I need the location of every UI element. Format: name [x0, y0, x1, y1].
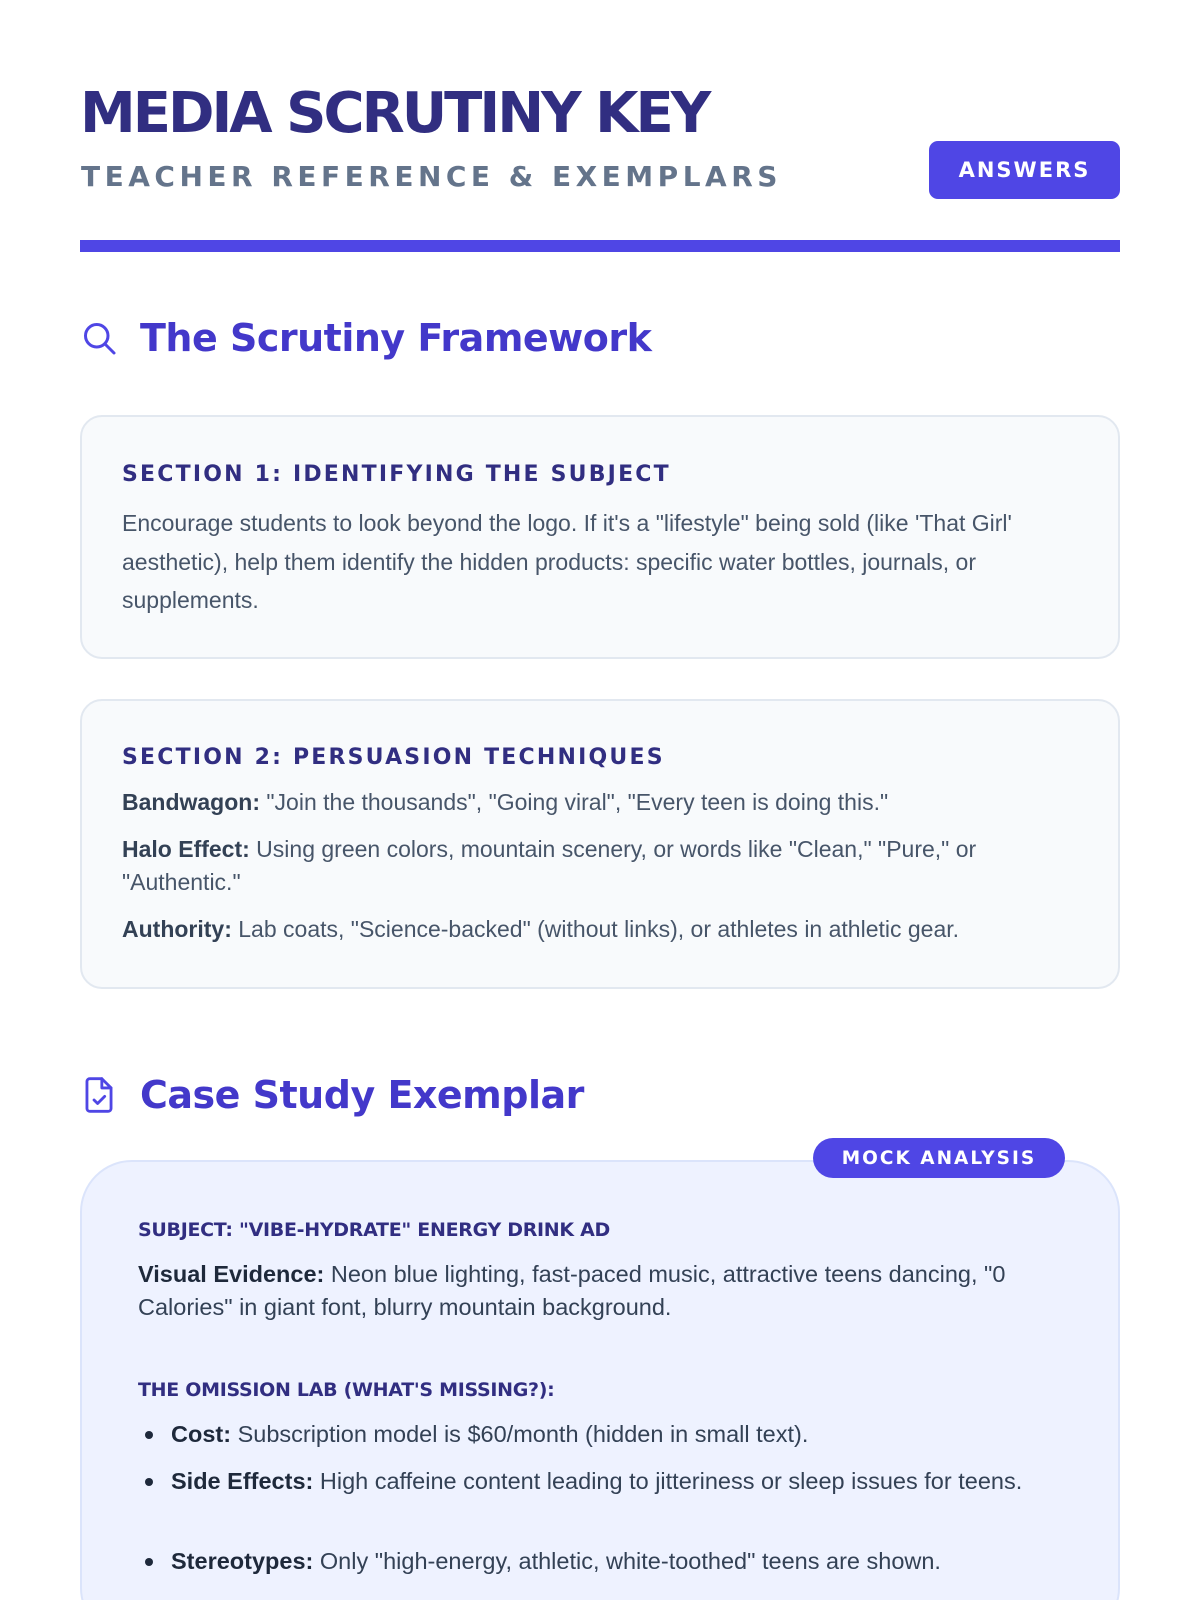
case-subject: SUBJECT: "VIBE-HYDRATE" ENERGY DRINK AD — [138, 1219, 611, 1241]
omission-item-side-effects — [171, 1465, 1041, 1498]
omission-item-cost — [171, 1418, 1041, 1451]
section2-title: SECTION 2: PERSUASION TECHNIQUES — [122, 745, 665, 770]
visual-evidence-text: Neon blue lighting, fast-paced music, attractive teens dancing, "0 Calories" in giant font, blurry mountain background. — [138, 1261, 1006, 1320]
visual-evidence — [138, 1258, 1078, 1324]
technique-text: "Join the thousands", "Going viral", "Every teen is doing this." — [260, 789, 889, 815]
framework-heading — [80, 313, 651, 363]
section1-text: Encourage students to look beyond the logo. If it's a "lifestyle" being sold (like 'That Girl' aesthetic), help them identify the hidden products: specific water bottles, journals, or supplements. — [122, 510, 1012, 613]
mock-analysis-badge: MOCK ANALYSIS — [813, 1138, 1065, 1178]
omission-item-stereotypes — [171, 1545, 1041, 1578]
technique-term: Authority: — [122, 916, 232, 942]
technique-authority — [122, 913, 1072, 946]
bullet-dot — [145, 1558, 153, 1566]
page-subtitle: TEACHER REFERENCE & EXEMPLARS — [81, 160, 782, 193]
case-study-heading-label: Case Study Exemplar — [140, 1073, 584, 1117]
omission-text: High caffeine content leading to jitteriness or sleep issues for teens. — [313, 1468, 1023, 1494]
technique-term: Bandwagon: — [122, 789, 260, 815]
answers-badge: ANSWERS — [929, 141, 1120, 199]
file-check-icon — [80, 1076, 118, 1114]
technique-text: Lab coats, "Science-backed" (without links), or athletes in athletic gear. — [231, 916, 960, 942]
omission-text: Only "high-energy, athletic, white-toothed" teens are shown. — [313, 1548, 941, 1574]
page-title: MEDIA SCRUTINY KEY — [80, 81, 709, 146]
section1-card — [80, 415, 1120, 659]
technique-bandwagon — [122, 786, 1072, 819]
visual-evidence-term: Visual Evidence: — [138, 1261, 325, 1287]
section1-title: SECTION 1: IDENTIFYING THE SUBJECT — [122, 462, 671, 487]
omission-lab-title: THE OMISSION LAB (WHAT'S MISSING?): — [138, 1379, 555, 1401]
technique-term: Halo Effect: — [122, 836, 250, 862]
page-header — [80, 78, 1120, 254]
omission-term: Stereotypes: — [171, 1548, 314, 1574]
section2-card — [80, 699, 1120, 989]
search-icon — [80, 319, 118, 357]
omission-term: Side Effects: — [171, 1468, 314, 1494]
technique-text: Using green colors, mountain scenery, or words like "Clean," "Pure," or "Authentic." — [122, 836, 977, 895]
header-divider — [80, 240, 1120, 252]
framework-heading-label: The Scrutiny Framework — [140, 316, 652, 360]
bullet-dot — [145, 1431, 153, 1439]
case-study-heading — [80, 1070, 584, 1120]
omission-text: Subscription model is $60/month (hidden in small text). — [231, 1421, 809, 1447]
omission-term: Cost: — [171, 1421, 232, 1447]
technique-halo-effect — [122, 833, 1072, 899]
bullet-dot — [145, 1478, 153, 1486]
